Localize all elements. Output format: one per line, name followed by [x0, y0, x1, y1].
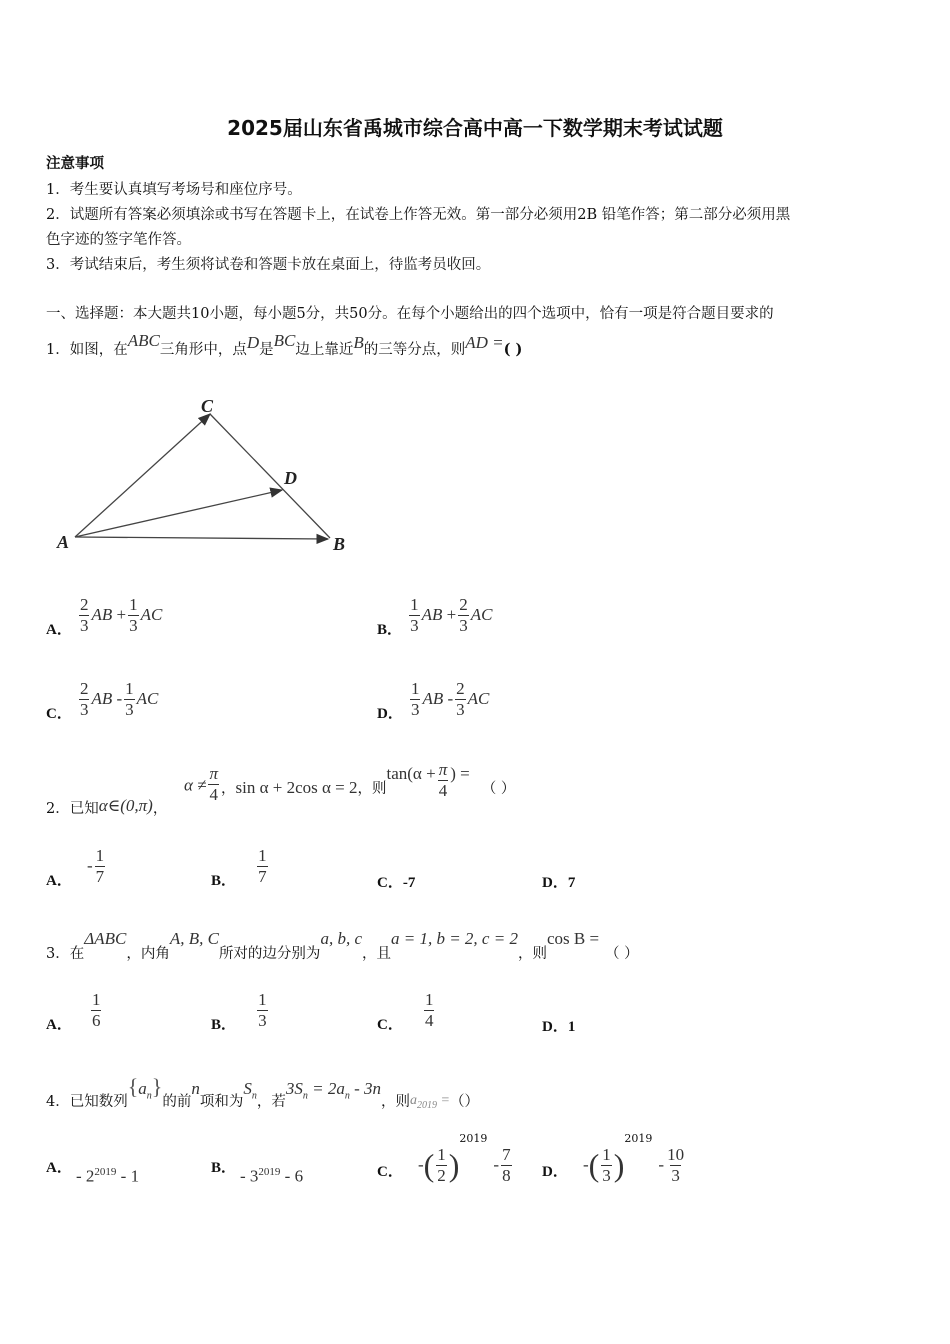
question-4-stem: 4．已知数列$\{a_n\}$的前n项和为$S_n$，若$3S_n = 2a_n - 3n$，则$a_{2019}$ =（）: [46, 1074, 479, 1111]
section-heading: 一、选择题：本大题共10小题，每小题5分，共50分。在每个小题给出的四个选项中，恰有一项是符合题目要求的: [46, 306, 774, 322]
q1-option-c[interactable]: C． $\frac{2}{3}$ AB - $\frac{1}{3}$ AC: [46, 679, 159, 722]
option-label: B．: [211, 873, 237, 889]
q2-cond3: sin α + 2cos α = 2: [235, 777, 358, 797]
q2-answer-paren: （ ）: [481, 780, 516, 797]
option-label: B．: [211, 1160, 237, 1176]
vector-ad: [75, 490, 282, 537]
q4-answer-paren: （）: [449, 1094, 479, 1110]
triangle-figure: [50, 392, 360, 557]
q2-alpha-ne: α ≠: [183, 775, 207, 795]
option-label: C．: [46, 706, 72, 722]
q2-option-c[interactable]: C．-7: [377, 875, 416, 891]
q1-text: 的三等分点，则: [363, 342, 466, 358]
q3-number: 3．在: [46, 946, 85, 962]
q1-number: 1．如图，在: [46, 342, 128, 358]
vector-ab: [75, 537, 328, 539]
label-d: D: [284, 468, 297, 488]
page-title: 2025届山东省禹城市综合高中高一下数学期末考试试题: [227, 116, 723, 140]
question-2-stem: 2．已知α∈(0,π)， α ≠ $\frac{\pi}{4}$ ，sin α + 2cos α = 2，则tan(α + $\frac{\pi}{4}$ ) =（ ）: [46, 760, 516, 817]
q1-ad: AD =: [465, 333, 504, 352]
q1-bc: BC: [273, 331, 296, 350]
label-a: A: [57, 532, 70, 552]
q3-triangle: ΔABC: [84, 929, 127, 948]
segment-cb: [210, 414, 330, 538]
notice-item: 色字迹的签字笔作答。: [46, 232, 191, 248]
q4-option-b-expr: - $3^{2019} - 6$: [240, 1166, 304, 1186]
option-label: B．: [377, 622, 403, 638]
q4-n: n: [191, 1079, 200, 1098]
option-label: C．: [377, 1017, 403, 1033]
q1-answer-paren: ( ): [503, 341, 523, 358]
q4-option-d[interactable]: D． -( $\frac{1}{3}$ )$^{2019}$- $\frac{10}{3}$: [542, 1132, 685, 1185]
option-label: A．: [46, 622, 72, 638]
option-label: A．: [46, 1160, 72, 1176]
question-3-stem: 3．在ΔABC，内角A, B, C所对的边分别为a, b, c，且a = 1, b = 2, c = 2，则cos B =（ ）: [46, 929, 639, 962]
q4-option-a[interactable]: [46, 1156, 72, 1177]
q1-option-b[interactable]: B． $\frac{1}{3}$ AB + $\frac{2}{3}$ AC: [377, 595, 493, 638]
q3-option-c[interactable]: C． $\frac{1}{4}$: [377, 990, 434, 1033]
vector-ac: [75, 414, 210, 537]
q2-option-b[interactable]: B． $\frac{1}{7}$: [211, 846, 267, 889]
q4-equation: $3S_n = 2a_n - 3n$: [285, 1079, 382, 1102]
q1-option-d[interactable]: D． $\frac{1}{3}$ AB - $\frac{2}{3}$ AC: [377, 679, 490, 722]
q4-option-b[interactable]: [211, 1156, 236, 1177]
q3-option-d[interactable]: D．1: [542, 1019, 576, 1035]
q1-abc: ABC: [127, 331, 160, 350]
option-label: D．: [542, 1164, 568, 1180]
q4-option-c[interactable]: C． -( $\frac{1}{2}$ )$^{2019}$- $\frac{7}{8}$: [377, 1132, 511, 1185]
notice-item: 1．考生要认真填写考场号和座位序号。: [46, 182, 302, 198]
notice-item: 3．考试结束后，考生须将试卷和答题卡放在桌面上，待监考员收回。: [46, 257, 491, 273]
q3-values: a = 1, b = 2, c = 2: [390, 929, 518, 948]
q4-option-a-expr: - $2^{2019} - 1$: [76, 1166, 140, 1186]
q1-d: D: [246, 333, 260, 352]
q3-cosb: cos B =: [546, 929, 600, 948]
notice-item: 2．试题所有答案必须填涂或书写在答题卡上，在试卷上作答无效。第一部分必须用2B 铅笔作答；第二部分必须用黑: [46, 207, 791, 223]
q1-text: 三角形中，点: [159, 342, 247, 358]
option-label: B．: [211, 1017, 237, 1033]
q1-text: 边上靠近: [295, 342, 354, 358]
q2-option-a[interactable]: A． - $\frac{1}{7}$: [46, 846, 105, 889]
question-1-stem: [46, 331, 523, 359]
label-c: C: [201, 396, 214, 416]
q2-number: 2．已知: [46, 800, 99, 817]
q3-sides: a, b, c: [320, 929, 362, 948]
option-label: C．: [377, 1164, 403, 1180]
q3-angles: A, B, C: [169, 929, 219, 948]
option-label: D．: [377, 706, 403, 722]
q2-tan: tan(α +: [386, 763, 436, 783]
q1-b: B: [353, 333, 364, 352]
notice-heading: 注意事项: [46, 155, 104, 172]
q2-option-d[interactable]: D．7: [542, 875, 576, 891]
q3-answer-paren: （ ）: [605, 946, 639, 962]
q3-option-a[interactable]: A． $\frac{1}{6}$: [46, 990, 101, 1033]
q2-cond1: α∈(0,π): [98, 795, 153, 815]
q1-option-a[interactable]: A． $\frac{2}{3}$ AB + $\frac{1}{3}$ AC: [46, 595, 163, 638]
q4-number: 4．已知数列: [46, 1094, 128, 1110]
label-b: B: [333, 534, 346, 554]
q3-option-b[interactable]: B． $\frac{1}{3}$: [211, 990, 267, 1033]
option-label: A．: [46, 1017, 72, 1033]
q1-text: 是: [259, 342, 274, 358]
option-label: A．: [46, 873, 72, 889]
